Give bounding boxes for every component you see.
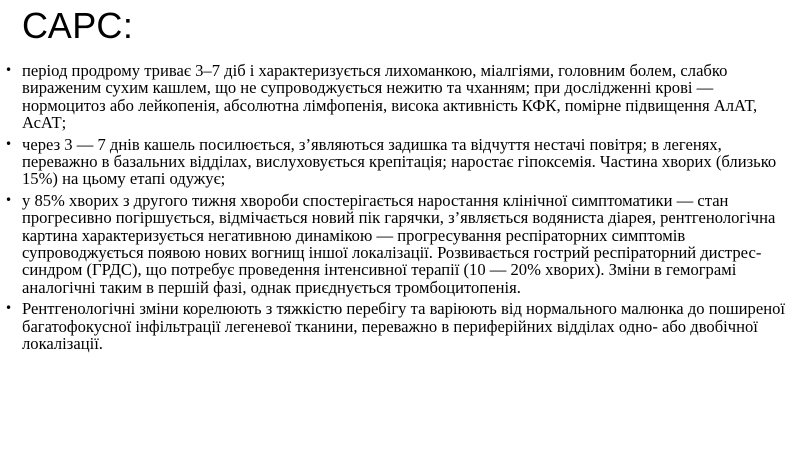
bullet-item xyxy=(0,136,792,188)
bullet-dot-icon: • xyxy=(5,192,13,207)
bullet-text: у 85% хворих з другого тижня хвороби спостерігається наростання клінічної симптоматики — стан прогресивно погіршується, відмічається новий пік гарячки, з’являється водяниста діарея, рентгенологічна картина характеризується негативною динамікою — прогресування респіраторних симптомів супроводжується появою нових вогнищ іншої локалізації. Розвивається гострий респіраторний дистрес-синдром (ГРДС), що потребує проведення інтенсивної терапії (10 — 20% хворих). Зміни в гемограмі аналогічні таким в першій фазі, однак приєднується тромбоцитопенія. xyxy=(22,190,776,297)
bullet-text: Рентгенологічні зміни корелюють з тяжкістю перебігу та варіюють від нормального малюнка до поширеної багатофокусної інфільтрації легеневої тканини, переважно в периферійних відділах одно- або двобічної локалізації. xyxy=(22,299,785,354)
bullet-dot-icon: • xyxy=(5,136,13,151)
slide-title: САРС: xyxy=(22,5,134,46)
bullet-list xyxy=(0,62,792,357)
bullet-text: через 3 — 7 днів кашель посилюється, з’являються задишка та відчуття нестачі повітря; в легенях, переважно в базальних відділах, вислуховується крепітація; наростає гіпоксемія. Частина хворих (близько 15%) на цьому етапі одужує; xyxy=(22,134,777,189)
bullet-dot-icon: • xyxy=(5,301,13,316)
bullet-text: період продрому триває 3–7 діб і характеризується лихоманкою, міалгіями, головним болем, слабко вираженим сухим кашлем, що не супроводжується нежитю та чханням; при дослідженні крові — нормоцитоз або лейкопенія, абсолютна лімфопенія, висока активність КФК, помірне підвищення АлАТ, АсАТ; xyxy=(22,61,758,133)
bullet-item xyxy=(0,62,792,132)
bullet-dot-icon: • xyxy=(5,63,13,77)
bullet-item xyxy=(0,192,792,296)
bullet-item xyxy=(0,300,792,352)
